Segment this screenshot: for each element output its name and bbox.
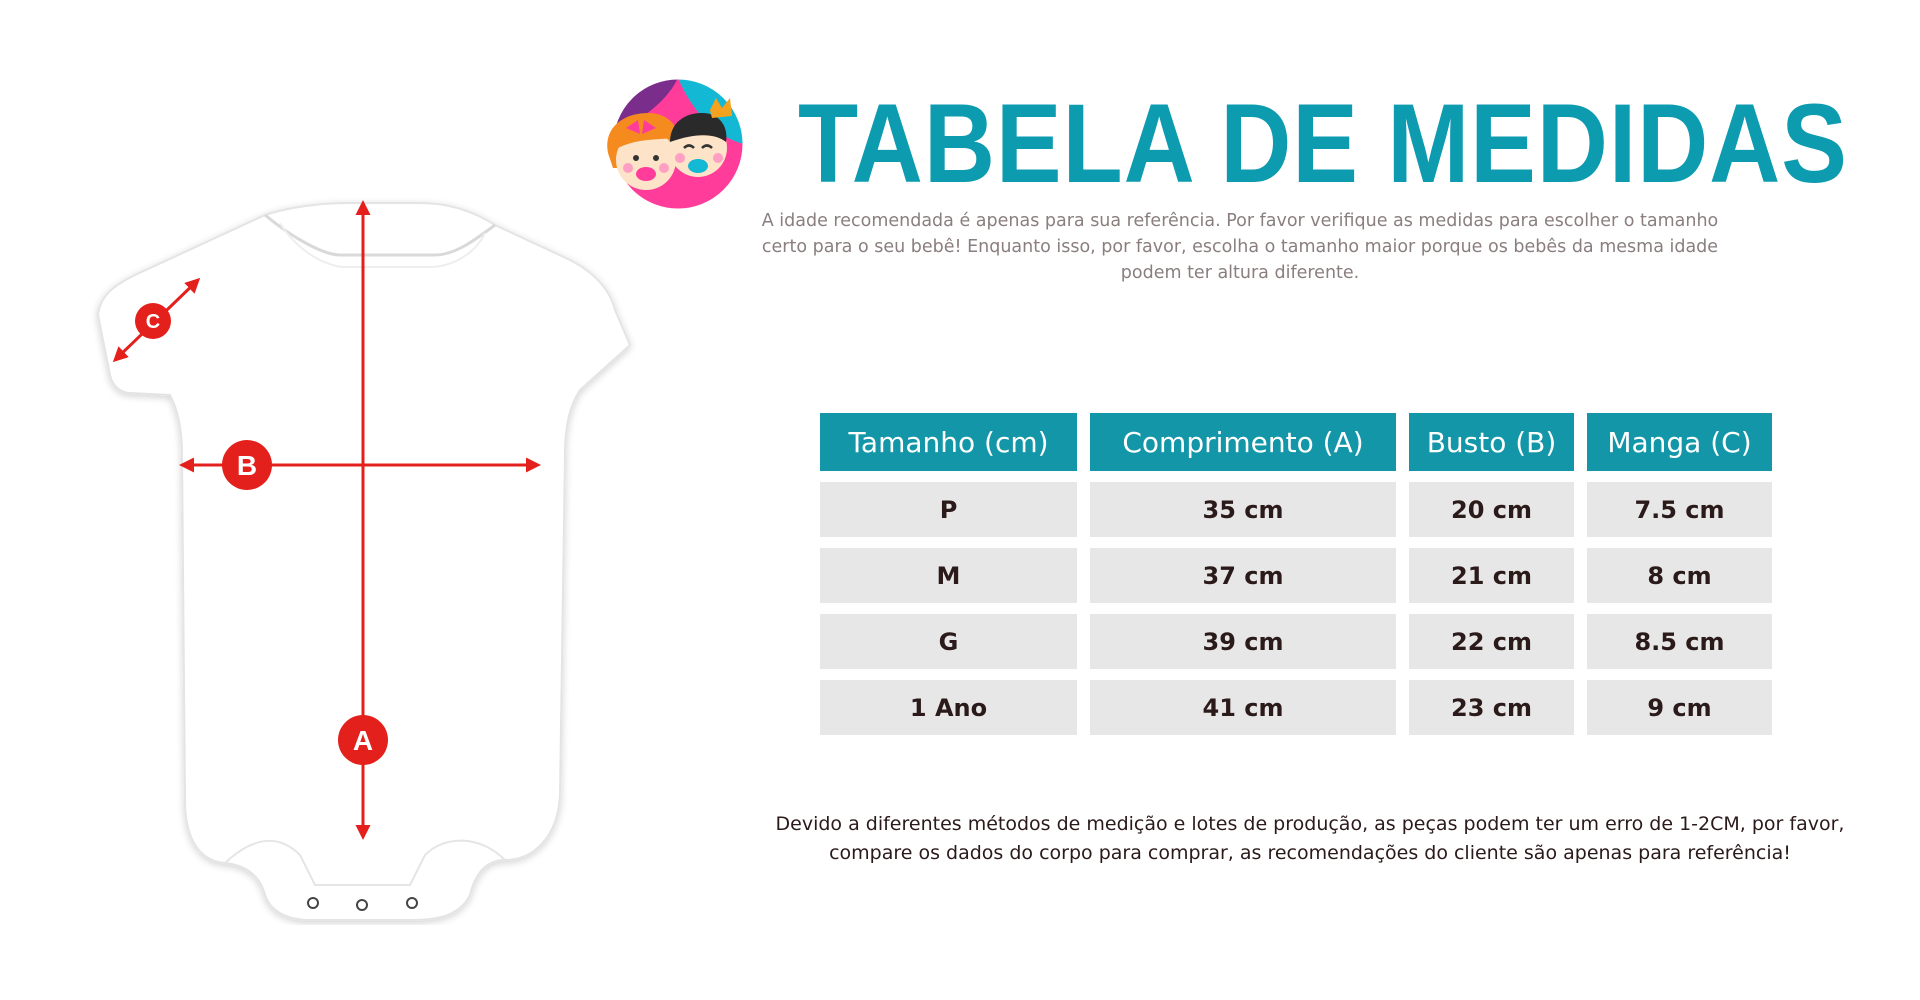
measurement-disclaimer: Devido a diferentes métodos de medição e lotes de produção, as peças podem ter um erro de 1-2CM, por favor, compare os dados do corpo para comprar, as recomendações do cliente são apenas para referência! bbox=[775, 813, 1845, 864]
header-sleeve: Manga (C) bbox=[1587, 413, 1772, 471]
size-table bbox=[807, 402, 1785, 746]
cell-size: M bbox=[820, 548, 1077, 603]
header-size: Tamanho (cm) bbox=[820, 413, 1077, 471]
cell-length: 35 cm bbox=[1090, 482, 1396, 537]
cell-chest: 23 cm bbox=[1409, 680, 1574, 735]
header-length: Comprimento (A) bbox=[1090, 413, 1396, 471]
babies-logo bbox=[598, 68, 752, 214]
cell-sleeve: 8 cm bbox=[1587, 548, 1772, 603]
svg-text:B: B bbox=[236, 450, 258, 481]
cell-sleeve: 9 cm bbox=[1587, 680, 1772, 735]
header-chest: Busto (B) bbox=[1409, 413, 1574, 471]
page-subtitle: A idade recomendada é apenas para sua referência. Por favor verifique as medidas para escolher o tamanho certo para o seu bebê! Enquanto isso, por favor, escolha o tamanho maior porque os bebês da mesma idade podem ter altura diferente. bbox=[761, 211, 1719, 283]
cell-sleeve: 7.5 cm bbox=[1587, 482, 1772, 537]
cell-length: 39 cm bbox=[1090, 614, 1396, 669]
onesie-measurement-diagram bbox=[90, 195, 650, 925]
cell-chest: 21 cm bbox=[1409, 548, 1574, 603]
table-header-row bbox=[820, 413, 1772, 471]
cell-size: 1 Ano bbox=[820, 680, 1077, 735]
girl-face bbox=[607, 113, 680, 190]
page-title: TABELA DE MEDIDAS bbox=[798, 81, 1848, 206]
cell-length: 37 cm bbox=[1090, 548, 1396, 603]
cell-chest: 20 cm bbox=[1409, 482, 1574, 537]
svg-text:C: C bbox=[145, 311, 161, 333]
table-row bbox=[820, 614, 1772, 669]
table-row bbox=[820, 482, 1772, 537]
label-badge-c bbox=[135, 303, 171, 339]
cell-size: G bbox=[820, 614, 1077, 669]
table-row bbox=[820, 680, 1772, 735]
svg-text:A: A bbox=[352, 725, 374, 756]
label-badge-a bbox=[338, 715, 388, 765]
cell-length: 41 cm bbox=[1090, 680, 1396, 735]
table-row bbox=[820, 548, 1772, 603]
cell-sleeve: 8.5 cm bbox=[1587, 614, 1772, 669]
label-badge-b bbox=[222, 440, 272, 490]
cell-size: P bbox=[820, 482, 1077, 537]
cell-chest: 22 cm bbox=[1409, 614, 1574, 669]
